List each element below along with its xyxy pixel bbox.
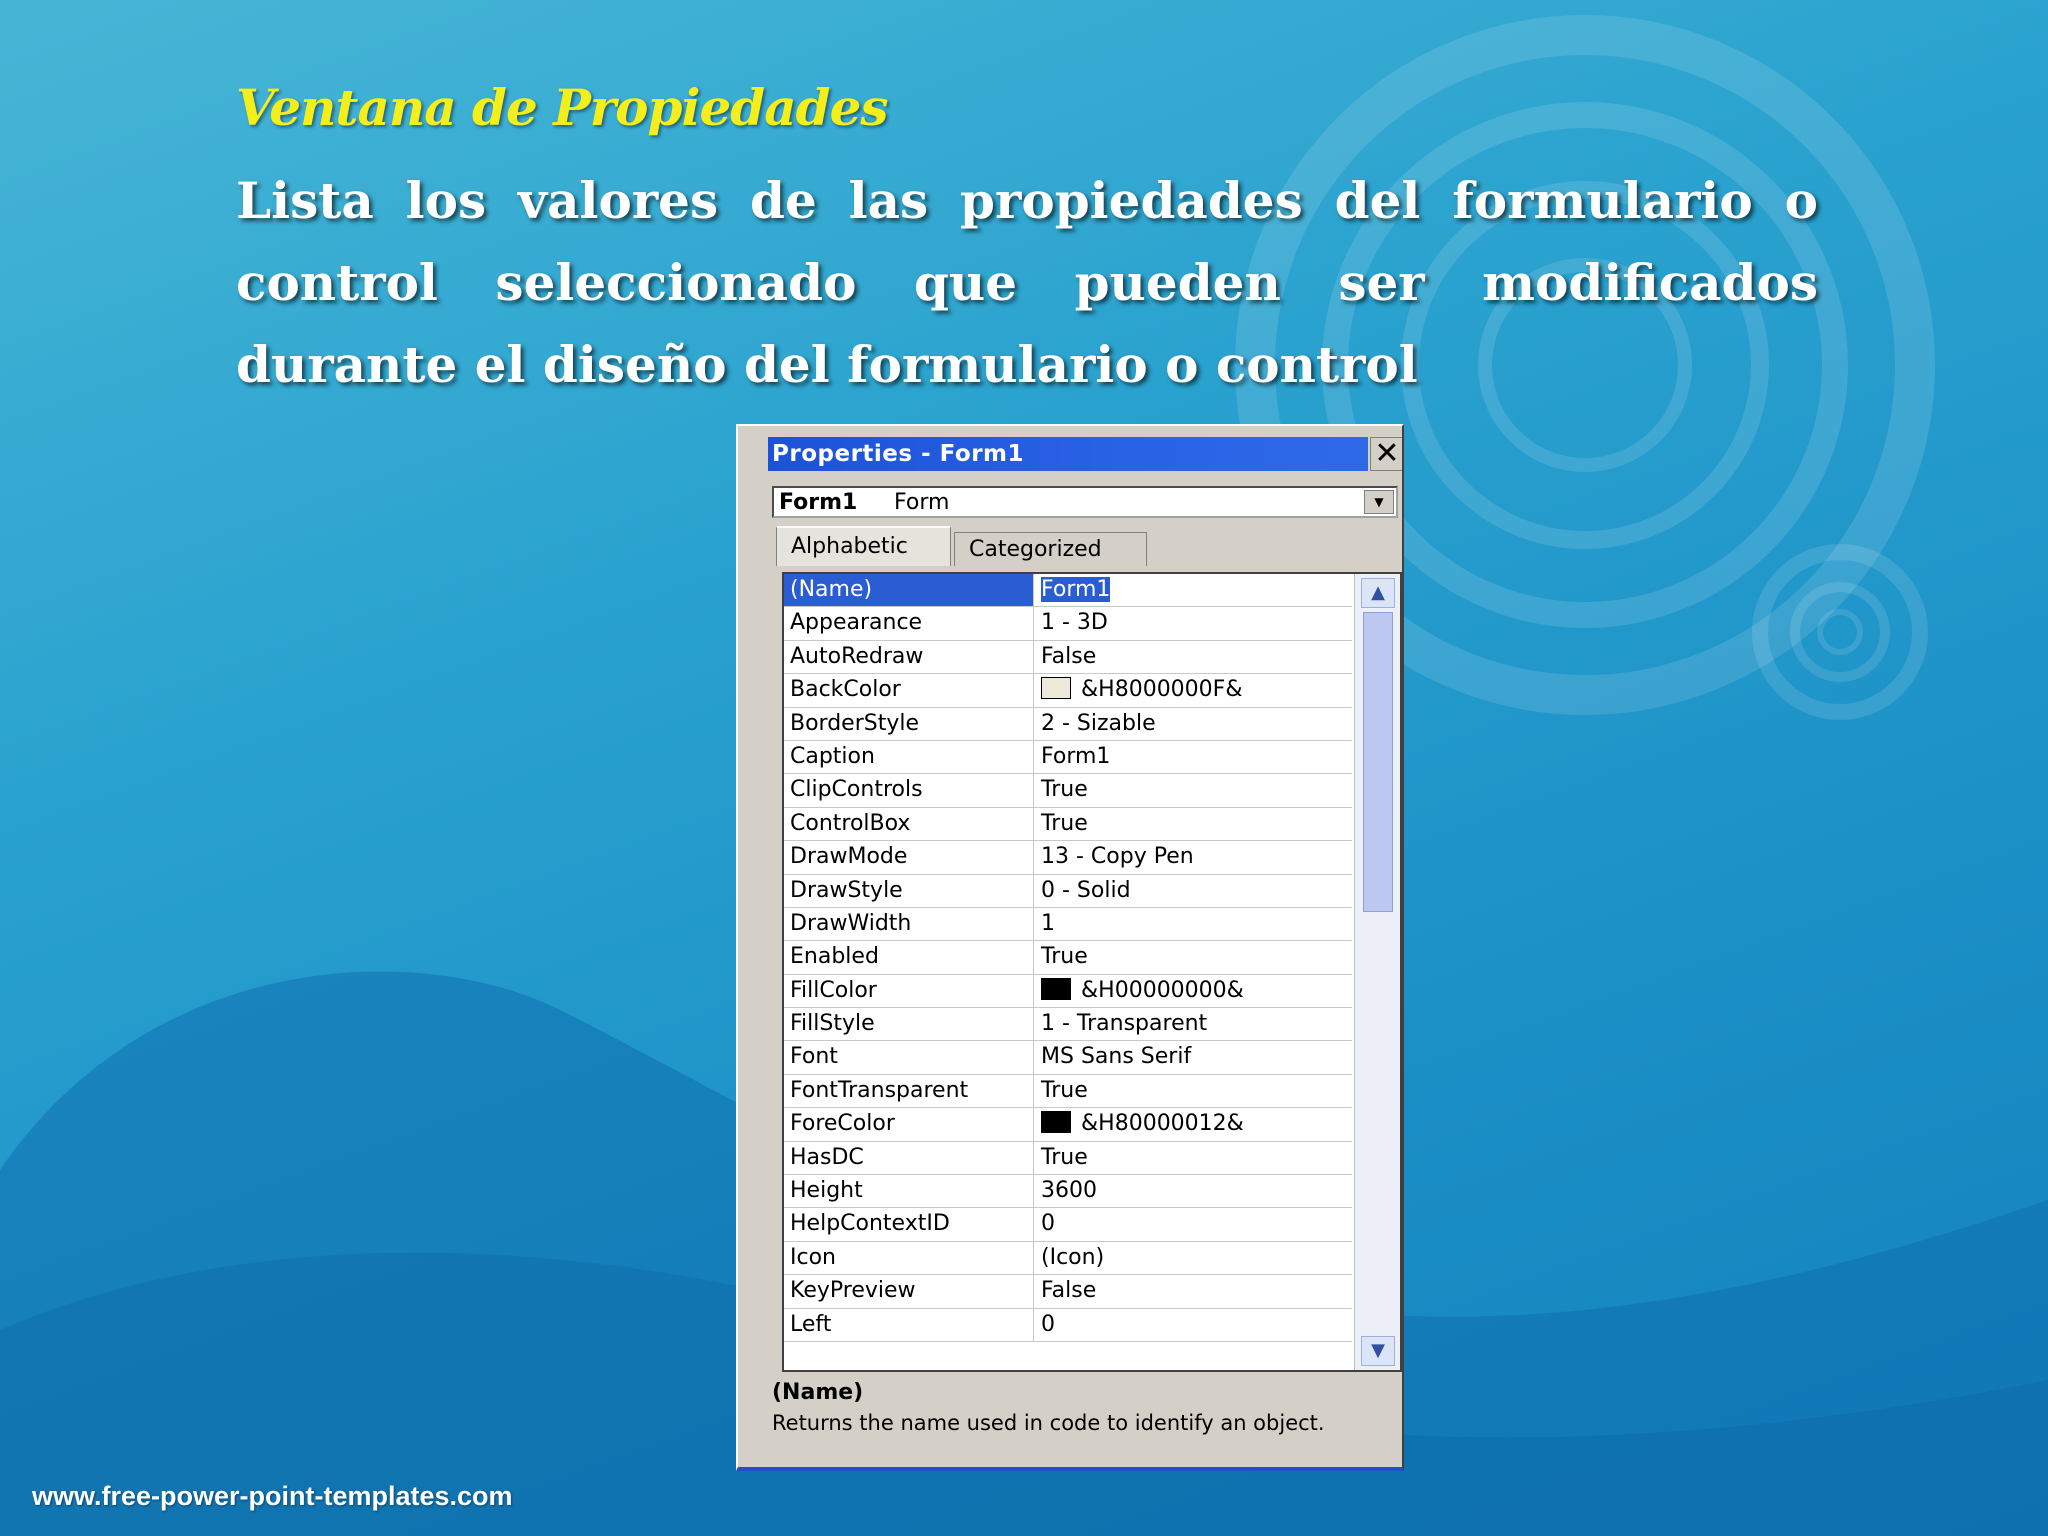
property-row[interactable]: [784, 1242, 1352, 1275]
property-value-text: True: [1041, 777, 1088, 803]
property-value[interactable]: [1035, 774, 1352, 806]
property-value-text: MS Sans Serif: [1041, 1044, 1192, 1070]
scroll-up-icon[interactable]: ▲: [1361, 578, 1395, 608]
tab-label: Categorized: [969, 537, 1102, 562]
vertical-scrollbar[interactable]: [1354, 574, 1400, 1370]
property-row[interactable]: [784, 774, 1352, 807]
property-row[interactable]: [784, 841, 1352, 874]
property-value-text: 1 - Transparent: [1041, 1011, 1208, 1037]
property-row[interactable]: [784, 1175, 1352, 1208]
property-value[interactable]: [1035, 1275, 1352, 1307]
close-button[interactable]: [1370, 437, 1404, 471]
property-name: HelpContextID: [784, 1208, 1034, 1240]
property-value-text: 0 - Solid: [1041, 877, 1131, 903]
property-value-text: True: [1041, 944, 1088, 970]
property-name: DrawMode: [784, 841, 1034, 873]
window-title: Properties - Form1: [772, 441, 1025, 467]
property-name: DrawStyle: [784, 875, 1034, 907]
property-row[interactable]: [784, 1108, 1352, 1141]
property-row[interactable]: [784, 1075, 1352, 1108]
property-name: Enabled: [784, 941, 1034, 973]
property-value[interactable]: [1035, 607, 1352, 639]
property-value[interactable]: [1035, 841, 1352, 873]
color-swatch: [1041, 1111, 1071, 1133]
tab-label: Alphabetic: [791, 534, 908, 559]
property-name: Caption: [784, 741, 1034, 773]
property-value[interactable]: [1035, 908, 1352, 940]
property-row[interactable]: [784, 1008, 1352, 1041]
property-grid: [782, 572, 1402, 1372]
property-value[interactable]: [1035, 1041, 1352, 1073]
property-name: FillColor: [784, 975, 1034, 1007]
property-row[interactable]: [784, 808, 1352, 841]
description-pane: [768, 1376, 1400, 1466]
property-row[interactable]: [784, 975, 1352, 1008]
property-name: KeyPreview: [784, 1275, 1034, 1307]
property-row[interactable]: [784, 1142, 1352, 1175]
property-row[interactable]: [784, 1208, 1352, 1241]
property-value-text: &H8000000F&: [1081, 677, 1243, 703]
object-name: Form1: [779, 490, 858, 515]
titlebar[interactable]: [768, 437, 1368, 471]
property-value-text: 13 - Copy Pen: [1041, 844, 1194, 870]
tab-categorized[interactable]: [954, 532, 1147, 566]
properties-window: [736, 424, 1404, 1471]
property-row[interactable]: [784, 941, 1352, 974]
property-value-text: False: [1041, 643, 1097, 669]
property-value[interactable]: [1035, 1075, 1352, 1107]
property-name: Left: [784, 1309, 1034, 1341]
color-swatch: [1041, 978, 1071, 1000]
property-name: BorderStyle: [784, 708, 1034, 740]
slide-title: Ventana de Propiedades: [236, 78, 888, 137]
property-name: ControlBox: [784, 808, 1034, 840]
property-value[interactable]: [1035, 708, 1352, 740]
property-value-text: True: [1041, 810, 1088, 836]
property-value-text: (Icon): [1041, 1244, 1105, 1270]
property-value[interactable]: [1035, 674, 1352, 706]
property-value[interactable]: [1035, 1142, 1352, 1174]
property-value-text: Form1: [1041, 577, 1111, 602]
description-text: Returns the name used in code to identify an object.: [772, 1411, 1325, 1435]
property-value[interactable]: [1035, 1008, 1352, 1040]
property-name: (Name): [784, 574, 1034, 606]
property-value-text: 1: [1041, 910, 1055, 936]
property-value-text: 0: [1041, 1211, 1055, 1237]
property-name: DrawWidth: [784, 908, 1034, 940]
property-row[interactable]: [784, 641, 1352, 674]
property-row[interactable]: [784, 1309, 1352, 1342]
property-value[interactable]: [1035, 1309, 1352, 1341]
property-row[interactable]: [784, 741, 1352, 774]
property-value-text: &H00000000&: [1081, 977, 1244, 1003]
property-name: FontTransparent: [784, 1075, 1034, 1107]
property-row[interactable]: [784, 607, 1352, 640]
property-row[interactable]: [784, 674, 1352, 707]
property-value-text: 2 - Sizable: [1041, 710, 1156, 736]
slide-body-text: Lista los valores de las propiedades del formulario o control seleccionado que pueden ser modificados durante el diseño del formulario o control: [236, 171, 1818, 394]
color-swatch: [1041, 677, 1071, 699]
description-title: (Name): [772, 1380, 864, 1405]
property-value[interactable]: [1035, 1242, 1352, 1274]
property-value-text: True: [1041, 1144, 1088, 1170]
property-name: BackColor: [784, 674, 1034, 706]
property-name: ClipControls: [784, 774, 1034, 806]
property-value[interactable]: [1035, 875, 1352, 907]
property-name: HasDC: [784, 1142, 1034, 1174]
property-name: FillStyle: [784, 1008, 1034, 1040]
object-selector[interactable]: [772, 486, 1398, 518]
property-row[interactable]: [784, 875, 1352, 908]
chevron-down-icon[interactable]: ▼: [1364, 490, 1394, 514]
close-icon: ✕: [1374, 436, 1400, 471]
object-type: Form: [894, 490, 950, 515]
property-name: Font: [784, 1041, 1034, 1073]
footer-url[interactable]: www.free-power-point-templates.com: [32, 1481, 513, 1511]
property-name: Icon: [784, 1242, 1034, 1274]
property-row[interactable]: [784, 908, 1352, 941]
property-name: Appearance: [784, 607, 1034, 639]
scroll-down-icon[interactable]: ▼: [1361, 1336, 1395, 1366]
scroll-thumb[interactable]: [1363, 612, 1393, 912]
tab-alphabetic[interactable]: [776, 526, 951, 566]
property-name: Height: [784, 1175, 1034, 1207]
property-value[interactable]: [1035, 975, 1352, 1007]
property-value-text: &H80000012&: [1081, 1111, 1244, 1137]
property-value[interactable]: [1035, 574, 1352, 606]
property-value-text: 0: [1041, 1311, 1055, 1337]
property-value-text: True: [1041, 1077, 1088, 1103]
property-value[interactable]: [1035, 808, 1352, 840]
property-value[interactable]: [1035, 641, 1352, 673]
property-value[interactable]: [1035, 1208, 1352, 1240]
property-row[interactable]: [784, 1041, 1352, 1074]
property-value[interactable]: [1035, 741, 1352, 773]
property-name: ForeColor: [784, 1108, 1034, 1140]
property-name: AutoRedraw: [784, 641, 1034, 673]
property-row[interactable]: [784, 1275, 1352, 1308]
property-value[interactable]: [1035, 1108, 1352, 1140]
property-list: [784, 574, 1352, 1342]
property-value-text: 3600: [1041, 1178, 1097, 1204]
property-row[interactable]: [784, 708, 1352, 741]
property-value-text: 1 - 3D: [1041, 610, 1108, 636]
property-row[interactable]: [784, 574, 1352, 607]
property-value-text: False: [1041, 1278, 1097, 1304]
property-value[interactable]: [1035, 941, 1352, 973]
property-value[interactable]: [1035, 1175, 1352, 1207]
property-value-text: Form1: [1041, 743, 1111, 769]
